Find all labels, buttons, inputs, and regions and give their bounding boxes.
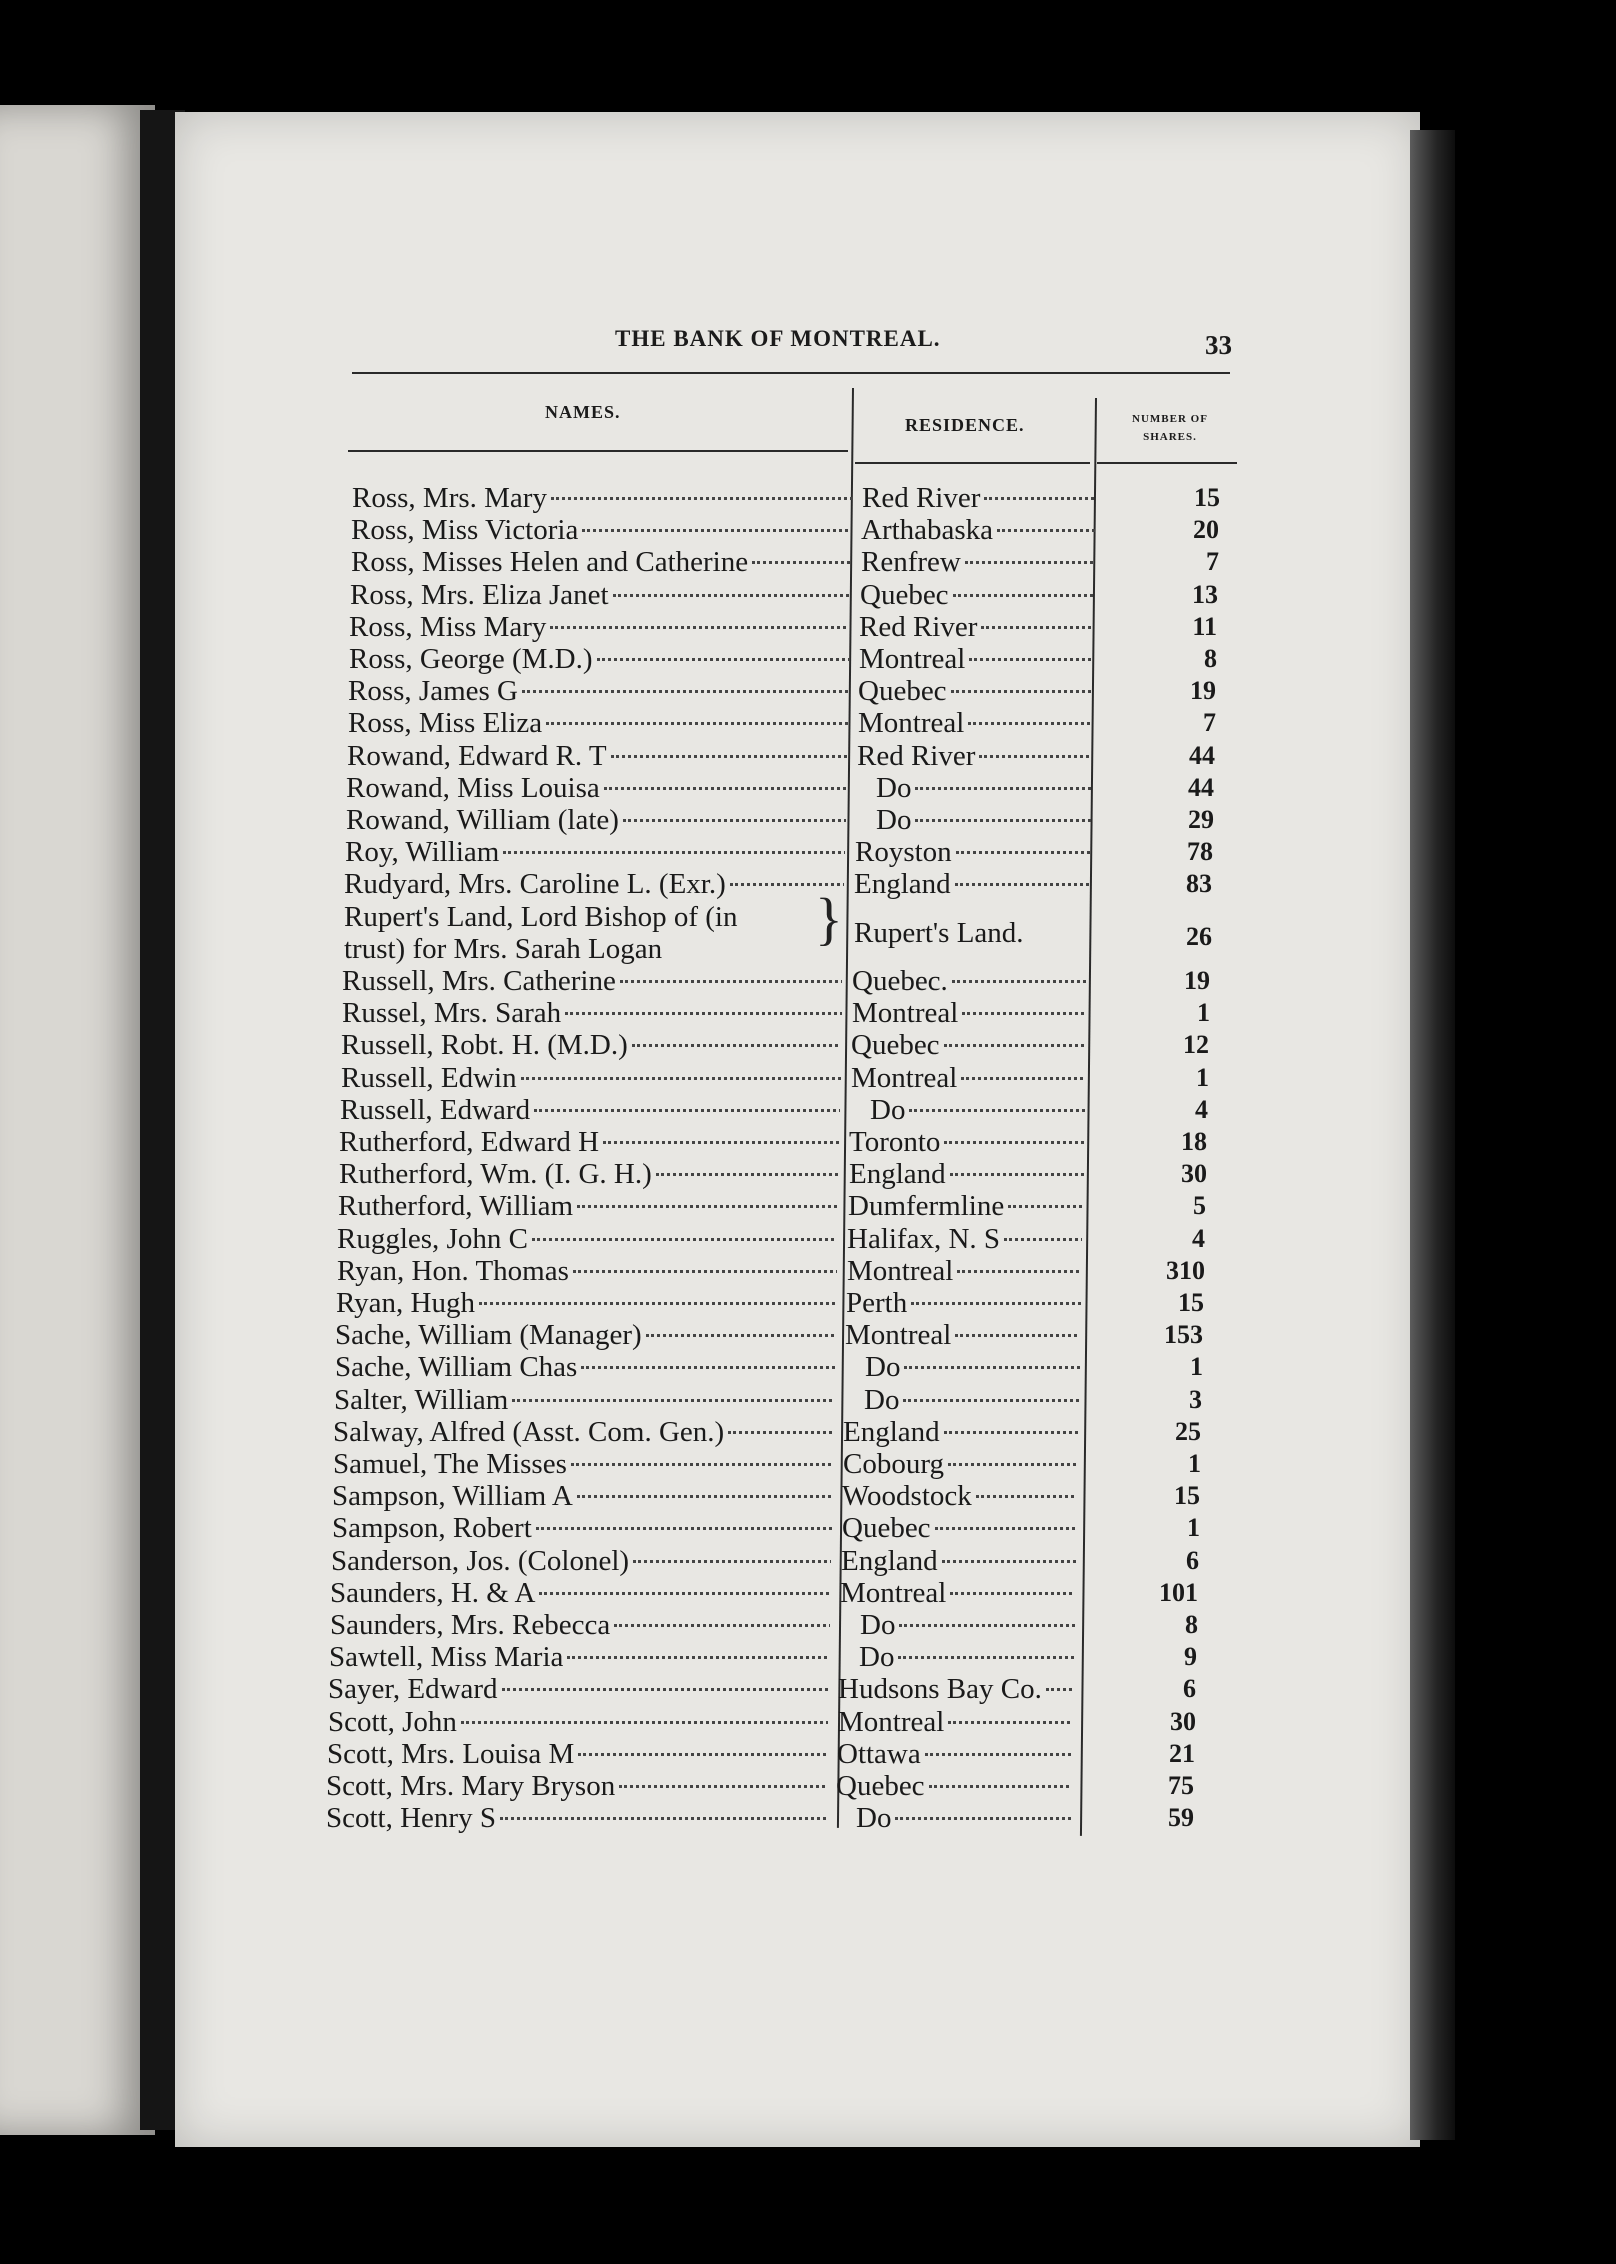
share-count: 310: [1166, 1255, 1205, 1285]
residence-text: Red River: [857, 739, 976, 772]
residence-text: England: [854, 868, 951, 901]
dot-leader: [925, 1753, 1072, 1756]
residence-text: Quebec.: [852, 965, 948, 997]
residence: [843, 1416, 1078, 1448]
share-count: 1: [1188, 1449, 1201, 1478]
shareholder-name-text: Saunders, H. & A: [330, 1576, 536, 1609]
dot-leader: [623, 819, 846, 822]
residence: [859, 643, 1094, 675]
shareholder-name: [339, 1158, 839, 1190]
dot-leader: [461, 1721, 828, 1724]
shareholder-name-text: Russell, Mrs. Catherine: [342, 965, 616, 997]
residence-text: Do: [856, 1802, 892, 1835]
residence: [849, 1126, 1084, 1158]
dot-leader: [611, 755, 847, 758]
shares-header-line2: SHARES.: [1143, 431, 1197, 443]
shareholder-name-text: Scott, Henry S: [326, 1802, 496, 1835]
shareholder-name: [333, 1448, 833, 1480]
shareholder-name-text: Russell, Robt. H. (M.D.): [341, 1029, 628, 1062]
dot-leader: [614, 1624, 830, 1627]
table-top-rule: [352, 372, 1230, 374]
dot-leader: [984, 497, 1097, 500]
shareholder-name: [349, 643, 849, 675]
residence-text: Cobourg: [843, 1448, 944, 1480]
residence: [858, 675, 1093, 707]
share-count: 30: [1181, 1159, 1207, 1189]
share-count: 13: [1192, 579, 1218, 609]
residence-text: Montreal: [858, 707, 965, 740]
shareholder-name: [346, 772, 846, 804]
dot-leader: [582, 529, 851, 532]
shareholder-name-text: Ross, Misses Helen and Catherine: [351, 546, 749, 579]
dot-leader: [950, 1173, 1084, 1176]
dot-leader: [656, 1173, 839, 1176]
share-count: 19: [1190, 676, 1216, 706]
dot-leader: [619, 1785, 826, 1788]
page-edge-shadow: [1410, 130, 1455, 2140]
dot-leader: [522, 690, 848, 693]
shareholder-name: [341, 1062, 841, 1094]
shareholder-name-text: Sampson, Robert: [332, 1512, 532, 1545]
share-count: 59: [1168, 1803, 1194, 1833]
shareholder-name: [344, 901, 794, 965]
dot-leader: [915, 819, 1091, 822]
shareholder-name-text: Rutherford, William: [338, 1190, 574, 1223]
shareholder-name-text: Sayer, Edward: [328, 1673, 498, 1706]
residence: [854, 868, 1089, 900]
running-head: THE BANK OF MONTREAL.: [615, 326, 941, 351]
shareholder-name-text: Ryan, Hugh: [336, 1287, 475, 1319]
residence-text: Halifax, N. S: [847, 1222, 1001, 1255]
dot-leader: [955, 883, 1089, 886]
share-count: 9: [1184, 1642, 1197, 1672]
residence: [843, 1448, 1078, 1480]
residence-text: Rupert's Land.: [854, 916, 1024, 949]
residence: [860, 579, 1095, 611]
residence-text: Do: [876, 771, 912, 804]
dot-leader: [512, 1399, 834, 1402]
residence: [856, 772, 1091, 804]
dot-leader: [962, 1012, 1087, 1015]
residence: [847, 1255, 1082, 1287]
residence: [862, 482, 1097, 514]
residence-text: Do: [860, 1609, 896, 1641]
dot-leader: [550, 626, 849, 629]
dot-leader: [1008, 1205, 1083, 1208]
residence: [850, 1094, 1085, 1126]
share-count: 78: [1187, 837, 1213, 867]
shareholder-name: [334, 1384, 834, 1416]
residence-column-header: RESIDENCE.: [905, 415, 1025, 435]
residence: [836, 1770, 1071, 1802]
dot-leader: [597, 658, 849, 661]
shareholder-name-text: Sawtell, Miss Maria: [329, 1641, 564, 1674]
share-count: 19: [1184, 966, 1210, 995]
residence: [852, 997, 1087, 1029]
names-header-rule: [348, 450, 848, 452]
share-count: 21: [1169, 1738, 1195, 1768]
shareholder-name-text: Rowand, Miss Louisa: [346, 771, 600, 804]
residence: [844, 1384, 1079, 1416]
shareholder-name: [330, 1609, 830, 1641]
shareholder-name-text: Rutherford, Wm. (I. G. H.): [339, 1158, 652, 1191]
shareholder-name-text: Saunders, Mrs. Rebecca: [330, 1609, 611, 1641]
dot-leader: [950, 1592, 1075, 1595]
shareholder-name-text: Ross, Mrs. Mary: [352, 482, 547, 514]
residence-text: Montreal: [851, 1061, 958, 1094]
dot-leader: [633, 1560, 831, 1563]
shareholder-name-text: Ross, George (M.D.): [349, 643, 593, 675]
residence: [851, 1029, 1086, 1061]
dot-leader: [567, 1656, 829, 1659]
share-count: 7: [1203, 708, 1216, 738]
residence: [857, 740, 1092, 772]
dot-leader: [604, 787, 846, 790]
shareholder-name-text: Sampson, William A: [332, 1480, 573, 1513]
residence-text: Do: [876, 804, 912, 836]
shareholder-name: [349, 611, 849, 643]
residence-text: Quebec: [842, 1512, 931, 1545]
shares-column-header: [1100, 410, 1240, 446]
dot-leader: [948, 1463, 1078, 1466]
dot-leader: [944, 1431, 1078, 1434]
dot-leader: [503, 851, 845, 854]
shareholder-name: [352, 482, 852, 514]
shareholder-name: [328, 1673, 828, 1705]
dot-leader: [969, 658, 1094, 661]
dot-leader: [997, 529, 1096, 532]
share-count: 7: [1206, 547, 1219, 577]
share-count: 6: [1186, 1545, 1199, 1575]
residence-text: Toronto: [849, 1126, 941, 1158]
residence-text: Ottawa: [837, 1737, 921, 1770]
dot-leader: [915, 787, 1091, 790]
share-count: 5: [1193, 1191, 1206, 1221]
shareholder-name: [337, 1255, 837, 1287]
shareholder-name-text: Ross, James G: [348, 675, 518, 708]
dot-leader: [613, 594, 850, 597]
share-count: 12: [1183, 1030, 1209, 1060]
shareholder-name-text: Rudyard, Mrs. Caroline L. (Exr.): [344, 868, 726, 901]
residence-text: Royston: [855, 836, 952, 869]
residence-text: Renfrew: [861, 546, 961, 579]
shareholder-name: [340, 1094, 840, 1126]
residence: [852, 965, 1087, 997]
residence-text: Do: [870, 1093, 906, 1126]
shareholder-name: [347, 740, 847, 772]
dot-leader: [502, 1688, 828, 1691]
shareholder-name: [350, 579, 850, 611]
shareholder-name-text: Scott, John: [328, 1705, 457, 1738]
shareholder-name: [348, 675, 848, 707]
dot-leader: [646, 1334, 835, 1337]
dot-leader: [577, 1205, 838, 1208]
share-count: 18: [1181, 1127, 1207, 1156]
share-count: 4: [1195, 1094, 1208, 1124]
shareholder-name-text: Salter, William: [334, 1383, 509, 1416]
shareholder-name: [333, 1416, 833, 1448]
residence-text: Montreal: [845, 1319, 952, 1352]
shareholder-name: [335, 1351, 835, 1383]
shareholder-name-text: Sache, William (Manager): [335, 1319, 642, 1352]
dot-leader: [944, 1141, 1084, 1144]
residence-text: Perth: [846, 1287, 908, 1319]
share-count: 1: [1196, 1062, 1209, 1092]
shareholder-name: [344, 868, 844, 900]
dot-leader: [521, 1077, 841, 1080]
dot-leader: [961, 1077, 1086, 1080]
dot-leader: [948, 1721, 1073, 1724]
shareholder-name: [336, 1287, 836, 1319]
shareholder-name: [326, 1770, 826, 1802]
residence: [839, 1641, 1074, 1673]
dot-leader: [603, 1141, 839, 1144]
residence-text: Quebec: [858, 675, 947, 708]
dot-leader: [565, 1012, 842, 1015]
shareholder-name: [332, 1512, 832, 1544]
residence-text: Montreal: [840, 1576, 947, 1609]
shareholder-name: [348, 707, 848, 739]
residence-text: Red River: [859, 610, 978, 643]
share-count: 1: [1190, 1352, 1203, 1382]
shareholder-name: [342, 965, 842, 997]
share-count: 4: [1192, 1223, 1205, 1253]
residence: [861, 546, 1096, 578]
names-column-header: NAMES.: [545, 402, 621, 422]
dot-leader: [979, 755, 1092, 758]
residence-text: Quebec: [851, 1029, 940, 1062]
residence: [847, 1223, 1082, 1255]
dot-leader: [981, 626, 1094, 629]
shareholder-name: [351, 514, 851, 546]
shareholder-name-text: Rutherford, Edward H: [339, 1126, 600, 1158]
residence-text: Hudsons Bay Co.: [838, 1673, 1042, 1706]
residence-text: Dumfermline: [848, 1190, 1005, 1223]
residence-text: Montreal: [838, 1705, 945, 1738]
dot-leader: [942, 1560, 1076, 1563]
residence: [855, 836, 1090, 868]
share-count: 25: [1175, 1416, 1201, 1446]
shareholder-name: [342, 997, 842, 1029]
residence: [836, 1802, 1071, 1834]
dot-leader: [728, 1431, 833, 1434]
residence: [845, 1319, 1080, 1351]
share-count: 6: [1183, 1674, 1196, 1704]
dot-leader: [968, 722, 1093, 725]
shareholder-name: [332, 1480, 832, 1512]
residence: [845, 1351, 1080, 1383]
residence-text: Do: [865, 1351, 901, 1384]
shareholder-name-text: Ruggles, John C: [337, 1222, 528, 1255]
shareholder-name-text: Ross, Miss Victoria: [351, 514, 579, 547]
share-count: 44: [1188, 772, 1214, 802]
dot-leader: [957, 1270, 1082, 1273]
residence-text: Arthabaska: [861, 514, 994, 547]
share-count: 30: [1170, 1706, 1196, 1736]
shareholder-name: [329, 1641, 829, 1673]
residence-text: Red River: [862, 482, 981, 514]
residence: [859, 611, 1094, 643]
share-count: 44: [1189, 740, 1215, 770]
residence-text: Montreal: [859, 643, 966, 675]
dot-leader: [955, 1334, 1080, 1337]
dot-leader: [539, 1592, 830, 1595]
residence: [842, 1512, 1077, 1544]
dot-leader: [1046, 1688, 1073, 1691]
residence: [848, 1190, 1083, 1222]
share-count: 29: [1188, 805, 1214, 834]
shareholder-name-text: Rowand, William (late): [346, 804, 619, 836]
dot-leader: [1004, 1238, 1082, 1241]
residence: [854, 917, 1089, 949]
residence-text: Montreal: [847, 1254, 954, 1287]
shareholder-name: [346, 804, 846, 836]
residence: [856, 804, 1091, 836]
dot-leader: [911, 1302, 1081, 1305]
residence: [841, 1545, 1076, 1577]
shareholder-name-text: Scott, Mrs. Mary Bryson: [326, 1770, 616, 1802]
shareholder-name: [327, 1738, 827, 1770]
shareholder-name-text: Sanderson, Jos. (Colonel): [331, 1544, 630, 1577]
residence-text: Woodstock: [842, 1480, 972, 1513]
shareholder-name-text: Russel, Mrs. Sarah: [342, 997, 562, 1030]
share-count: 3: [1189, 1384, 1202, 1414]
share-count: 1: [1197, 998, 1210, 1028]
shares-header-line1: NUMBER OF: [1132, 413, 1208, 425]
dot-leader: [951, 690, 1093, 693]
shareholder-name-text: Ross, Miss Eliza: [348, 707, 543, 740]
shareholder-name-text: Rupert's Land, Lord Bishop of (in trust) for Mrs. Sarah Logan: [344, 900, 738, 965]
residence: [838, 1673, 1073, 1705]
facing-page-edge: [0, 105, 155, 2135]
dot-leader: [899, 1624, 1075, 1627]
shareholder-name-text: Roy, William: [345, 836, 500, 869]
dot-leader: [500, 1817, 826, 1820]
shareholder-name-text: Russell, Edwin: [341, 1061, 517, 1094]
dot-leader: [956, 851, 1090, 854]
residence-text: England: [849, 1158, 946, 1191]
shareholder-name: [337, 1223, 837, 1255]
bracket-brace: }: [815, 886, 843, 951]
page-number: 33: [1205, 330, 1232, 360]
shareholder-name: [331, 1545, 831, 1577]
dot-leader: [551, 497, 852, 500]
share-count: 8: [1204, 644, 1217, 673]
shareholder-name-text: Salway, Alfred (Asst. Com. Gen.): [333, 1415, 725, 1448]
dot-leader: [578, 1753, 827, 1756]
share-count: 15: [1178, 1288, 1204, 1317]
residence-text: Quebec: [860, 578, 949, 611]
residence: [840, 1609, 1075, 1641]
dot-leader: [953, 594, 1095, 597]
share-count: 153: [1164, 1320, 1203, 1350]
shareholder-name: [339, 1126, 839, 1158]
shareholder-name: [326, 1802, 826, 1834]
dot-leader: [904, 1366, 1080, 1369]
dot-leader: [534, 1109, 840, 1112]
share-count: 20: [1193, 515, 1219, 545]
dot-leader: [952, 980, 1087, 983]
residence: [838, 1706, 1073, 1738]
dot-leader: [571, 1463, 833, 1466]
dot-leader: [577, 1495, 832, 1498]
dot-leader: [532, 1238, 837, 1241]
residence-text: England: [843, 1415, 940, 1448]
residence: [861, 514, 1096, 546]
dot-leader: [976, 1495, 1077, 1498]
residence: [851, 1062, 1086, 1094]
share-count: 15: [1194, 483, 1220, 512]
residence-text: Do: [859, 1641, 895, 1674]
shareholder-name-text: Ross, Mrs. Eliza Janet: [350, 578, 609, 611]
shareholder-name-text: Scott, Mrs. Louisa M: [327, 1737, 575, 1770]
share-count: 1: [1187, 1513, 1200, 1543]
dot-leader: [944, 1044, 1086, 1047]
dot-leader: [752, 561, 851, 564]
dot-leader: [573, 1270, 837, 1273]
shareholder-name: [330, 1577, 830, 1609]
share-count: 8: [1185, 1610, 1198, 1639]
residence-text: England: [841, 1544, 938, 1577]
share-count: 83: [1186, 869, 1212, 899]
dot-leader: [620, 980, 842, 983]
residence: [858, 707, 1093, 739]
shareholder-name: [328, 1706, 828, 1738]
shareholder-name: [345, 836, 845, 868]
dot-leader: [965, 561, 1096, 564]
shareholder-name-text: Russell, Edward: [340, 1093, 531, 1126]
residence: [837, 1738, 1072, 1770]
shareholder-name-text: Sache, William Chas: [335, 1351, 578, 1384]
dot-leader: [536, 1527, 832, 1530]
residence-text: Quebec: [836, 1770, 925, 1802]
residence-text: Do: [864, 1383, 900, 1416]
shareholder-name-text: Ryan, Hon. Thomas: [337, 1254, 569, 1287]
shareholder-name: [335, 1319, 835, 1351]
dot-leader: [929, 1785, 1071, 1788]
shareholder-name-text: Rowand, Edward R. T: [347, 739, 607, 772]
dot-leader: [898, 1656, 1074, 1659]
share-count: 11: [1192, 611, 1217, 641]
dot-leader: [909, 1109, 1085, 1112]
dot-leader: [935, 1527, 1077, 1530]
residence: [846, 1287, 1081, 1319]
residence-header-rule: [855, 462, 1090, 464]
dot-leader: [632, 1044, 841, 1047]
dot-leader: [581, 1366, 835, 1369]
residence: [840, 1577, 1075, 1609]
shareholder-name: [351, 546, 851, 578]
share-count: 26: [1186, 921, 1212, 951]
shareholder-name: [338, 1190, 838, 1222]
shares-header-rule: [1097, 462, 1237, 464]
residence-text: Montreal: [852, 997, 959, 1030]
dot-leader: [479, 1302, 836, 1305]
shareholder-name-text: Ross, Miss Mary: [349, 610, 547, 643]
share-count: 101: [1159, 1577, 1198, 1607]
shareholder-name-text: Samuel, The Misses: [333, 1448, 567, 1480]
dot-leader: [546, 722, 848, 725]
residence: [849, 1158, 1084, 1190]
share-count: 75: [1168, 1771, 1194, 1800]
residence: [842, 1480, 1077, 1512]
dot-leader: [903, 1399, 1079, 1402]
shareholder-name: [341, 1029, 841, 1061]
share-count: 15: [1174, 1481, 1200, 1511]
dot-leader: [895, 1817, 1071, 1820]
